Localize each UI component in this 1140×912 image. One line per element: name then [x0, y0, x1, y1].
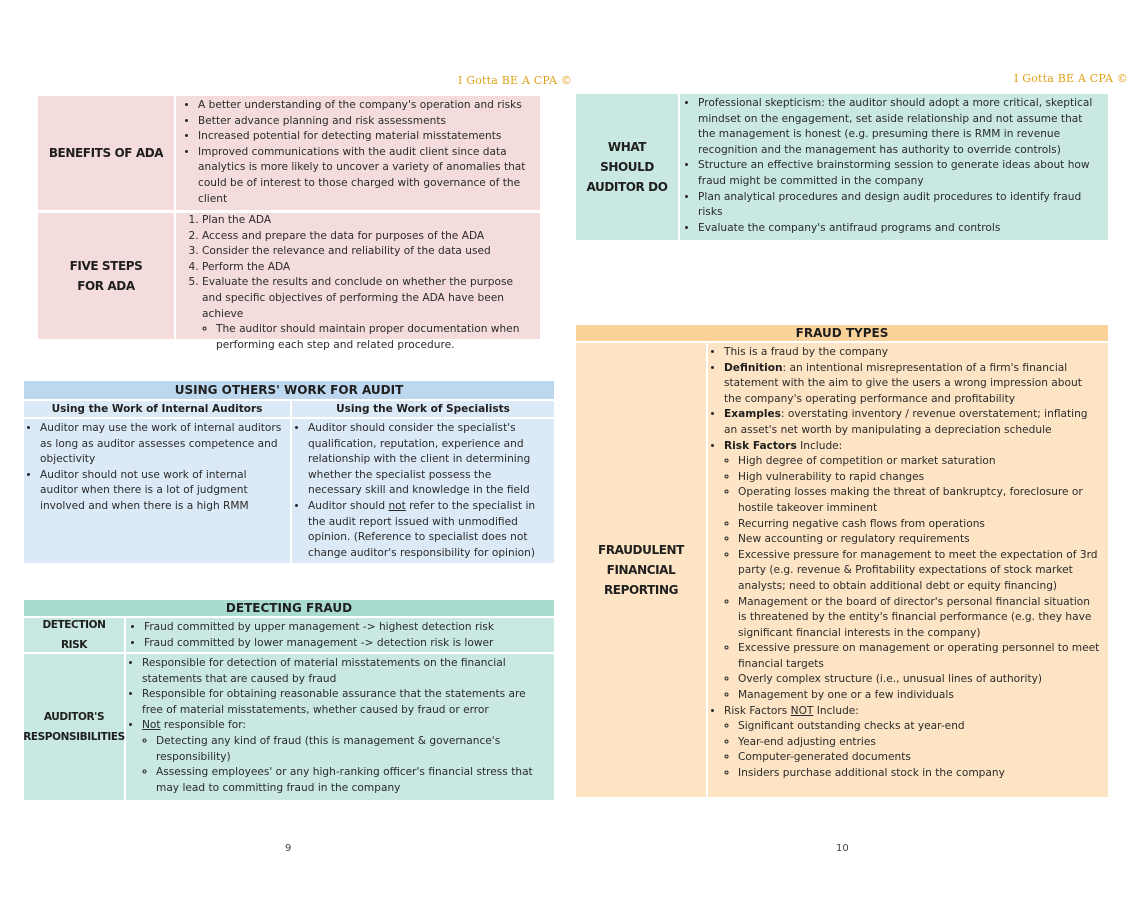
list-item: • Fraud committed by upper management -> highest detection risk [144, 620, 546, 636]
page-number-left: 9 [285, 843, 292, 854]
responsibilities-label-line2: RESPONSIBILITIES [23, 731, 125, 743]
ffr-label-line2: FINANCIAL [606, 563, 676, 577]
five-steps-label [38, 213, 174, 339]
list-item: • Evaluate the company's antifraud programs and controls [698, 221, 1100, 237]
list-item: • Auditor should consider the specialist's qualification, reputation, experience and relationship with the client in determining whether the specialist possess the necessary skill and knowledge in the field [308, 421, 548, 499]
list-item: ◦ Detecting any kind of fraud (this is management & governance's responsibility) [156, 734, 546, 765]
list-item: • Plan analytical procedures and design audit procedures to identify fraud risks [698, 190, 1100, 221]
others-work-title: USING OTHERS' WORK FOR AUDIT [24, 381, 554, 399]
rfn-not: NOT [790, 704, 814, 717]
list-item [202, 275, 532, 353]
list-item: • Responsible for obtaining reasonable assurance that the statements are free of material misstatements, whether caused by fraud or error [142, 687, 546, 718]
list-item: 2. Access and prepare the data for purposes of the ADA [202, 229, 532, 245]
list-item [142, 718, 546, 796]
auditor-label-line2: AUDITOR DO [586, 180, 668, 194]
not-word: Not [142, 719, 161, 732]
not-rest: responsible for: [160, 719, 246, 732]
list-item: ◦ Computer-generated documents [738, 750, 1100, 766]
list-item: • Professional skepticism: the auditor should adopt a more critical, skeptical mindset on the engagement, set aside relationship and not assume that the management is honest (e.g. presuming there is RMM in revenue recognition and the management has authority to override controls) [698, 96, 1100, 158]
list-item: • Improved communications with the audit client since data analytics is more likely to uncover a variety of anomalies that could be of interest to those charged with governance of the client [198, 145, 532, 207]
list-item: 1. Plan the ADA [202, 213, 532, 229]
risk-factors-key: Risk Factors [724, 439, 797, 452]
list-item: ◦ Management by one or a few individuals [738, 688, 1100, 704]
internal-auditors-header: Using the Work of Internal Auditors [24, 401, 290, 417]
step-5-text: Evaluate the results and conclude on whether the purpose and specific objectives of performing the ADA have been achieve [202, 276, 514, 320]
examples-text: : overstating inventory / revenue overstatement; inflating an asset's net worth by manipulating a depreciation schedule [724, 408, 1088, 436]
list-item: 3. Consider the relevance and reliability of the data used [202, 244, 532, 260]
detection-risk-label: DETECTION RISK [24, 618, 124, 652]
list-item: ◦ Excessive pressure on management or operating personnel to meet financial targets [738, 641, 1100, 672]
page-number-right: 10 [836, 843, 849, 854]
list-item: ◦ The auditor should maintain proper documentation when performing each step and related procedure. [216, 322, 532, 353]
brand-right: I Gotta BE A CPA © [1014, 72, 1129, 85]
specialist-text-pre: Auditor should [308, 499, 389, 512]
detection-risk-content [126, 618, 554, 652]
list-item: • Auditor should not use work of internal auditor when there is a lot of judgment involved and when there is a high RMM [40, 468, 284, 515]
list-item [724, 439, 1100, 704]
list-item: • Increased potential for detecting material misstatements [198, 129, 532, 145]
list-item: 4. Perform the ADA [202, 260, 532, 276]
list-item [724, 361, 1100, 408]
specialists-header: Using the Work of Specialists [292, 401, 554, 417]
list-item: ◦ Management or the board of director's personal financial situation is threatened by the entity's financial performance (e.g. they have significant financial interests in the company) [738, 595, 1100, 642]
benefits-of-ada-content [176, 96, 540, 210]
definition-key: Definition [724, 361, 783, 374]
responsibilities-label-line1: AUDITOR'S [43, 711, 105, 723]
five-steps-label-line2: FOR ADA [77, 279, 135, 293]
ffr-label-line3: REPORTING [603, 583, 679, 597]
list-item: ◦ New accounting or regulatory requirements [738, 532, 1100, 548]
what-should-auditor-do-label [576, 94, 678, 240]
list-item [724, 704, 1100, 782]
benefits-of-ada-label: BENEFITS OF ADA [38, 96, 174, 210]
examples-key: Examples [724, 408, 781, 421]
five-steps-label-line1: FIVE STEPS [69, 259, 143, 273]
specialist-not-word: not [388, 499, 406, 512]
list-item: ◦ Significant outstanding checks at year-end [738, 719, 1100, 735]
what-should-auditor-do-content [680, 94, 1108, 240]
definition-text: : an intentional misrepresentation of a firm's financial statement with the aim to give the users a wrong impression about the company's operating performance and profitability [724, 361, 1082, 405]
rfn-post: Include: [813, 704, 859, 717]
specialists-content [292, 419, 554, 563]
list-item: ◦ Excessive pressure for management to meet the expectation of 3rd party (e.g. revenue & Profitability expectations of stock market analysts; need to obtain additional debt or equity financing) [738, 548, 1100, 595]
list-item: • Auditor may use the work of internal auditors as long as auditor assesses competence and objectivity [40, 421, 284, 468]
list-item: ◦ Assessing employees' or any high-ranking officer's financial stress that may lead to committing fraud in the company [156, 765, 546, 796]
list-item: ◦ High vulnerability to rapid changes [738, 470, 1100, 486]
list-item: • A better understanding of the company's operation and risks [198, 98, 532, 114]
list-item: • Structure an effective brainstorming session to generate ideas about how fraud might be committed in the company [698, 158, 1100, 189]
list-item [308, 499, 548, 561]
list-item: ◦ Insiders purchase additional stock in the company [738, 766, 1100, 782]
list-item: • Fraud committed by lower management -> detection risk is lower [144, 636, 546, 652]
list-item [724, 407, 1100, 438]
five-steps-content [176, 213, 540, 351]
ffr-label-line1: FRAUDULENT [598, 543, 684, 557]
auditor-label-line1: WHAT SHOULD [600, 140, 654, 174]
list-item: ◦ Recurring negative cash flows from operations [738, 517, 1100, 533]
fraud-types-title: FRAUD TYPES [576, 325, 1108, 341]
list-item: ◦ Overly complex structure (i.e., unusual lines of authority) [738, 672, 1100, 688]
list-item: ◦ Year-end adjusting entries [738, 735, 1100, 751]
list-item: • Responsible for detection of material misstatements on the financial statements that are caused by fraud [142, 656, 546, 687]
brand-left: I Gotta BE A CPA © [458, 74, 573, 87]
detecting-fraud-title: DETECTING FRAUD [24, 600, 554, 616]
list-item: • Better advance planning and risk assessments [198, 114, 532, 130]
list-item: • This is a fraud by the company [724, 345, 1100, 361]
internal-auditors-content [24, 419, 290, 563]
auditor-responsibilities-label [24, 654, 124, 800]
auditor-responsibilities-content [126, 654, 554, 800]
rfn-pre: Risk Factors [724, 704, 791, 717]
risk-factors-text: Include: [796, 439, 843, 452]
list-item: ◦ Operating losses making the threat of bankruptcy, foreclosure or hostile takeover imminent [738, 485, 1100, 516]
specialist-text-post: refer to the specialist in the audit report issued with unmodified opinion. (Reference to specialist does not change auditor's responsibility for opinion) [308, 499, 536, 559]
fraudulent-financial-reporting-content [708, 343, 1108, 797]
list-item: ◦ High degree of competition or market saturation [738, 454, 1100, 470]
fraudulent-financial-reporting-label [576, 343, 706, 797]
